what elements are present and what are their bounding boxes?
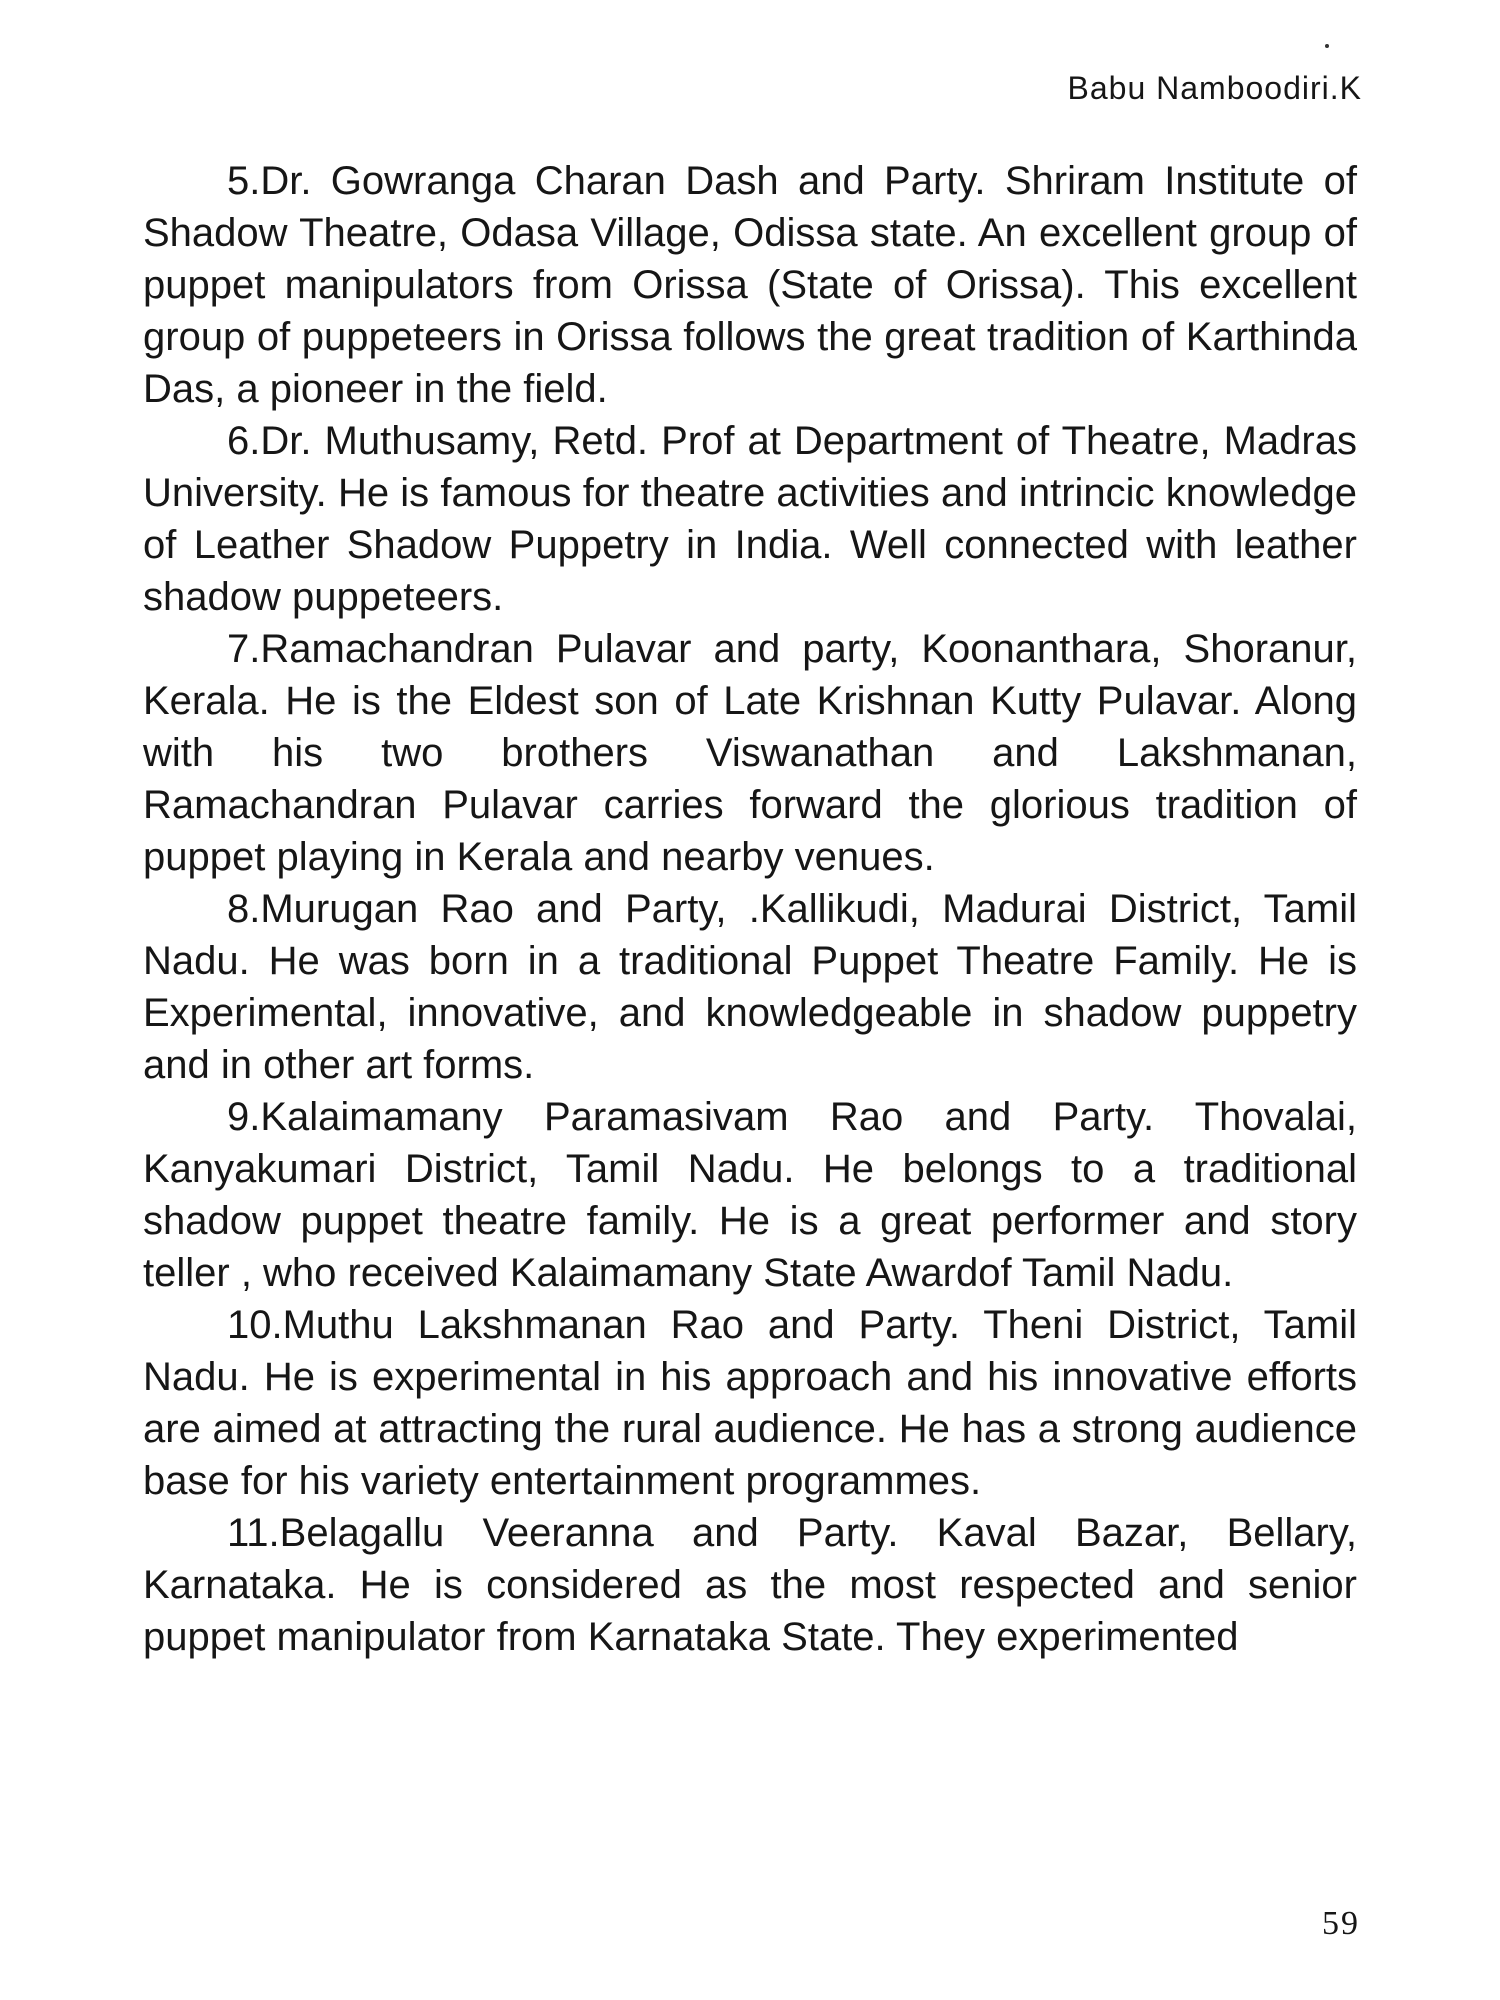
- page-number: 59: [1322, 1905, 1360, 1942]
- paragraph-item-9: 9.Kalaimamany Paramasivam Rao and Party. Thovalai, Kanyakumari District, Tamil Nadu. He belongs to a traditional shadow puppet theatre family. He is a great performer and story teller , who received Kalaimamany State Awardof Tamil Nadu.: [143, 1095, 1357, 1295]
- running-header-author: Babu Namboodiri.K: [1067, 70, 1362, 106]
- page-body: [143, 155, 1357, 1663]
- paragraph-item-10: 10.Muthu Lakshmanan Rao and Party. Theni District, Tamil Nadu. He is experimental in his approach and his innovative efforts are aimed at attracting the rural audience. He has a strong audience base for his variety entertainment programmes.: [143, 1303, 1357, 1503]
- header-dot-mark: [1325, 44, 1329, 48]
- paragraph-item-11: 11.Belagallu Veeranna and Party. Kaval Bazar, Bellary, Karnataka. He is considered as the most respected and senior puppet manipulator from Karnataka State. They experimented: [143, 1511, 1357, 1659]
- paragraph-item-5: 5.Dr. Gowranga Charan Dash and Party. Shriram Institute of Shadow Theatre, Odasa Village, Odissa state. An excellent group of puppet manipulators from Orissa (State of Orissa). This excellent group of puppeteers in Orissa follows the great tradition of Karthinda Das, a pioneer in the field.: [143, 159, 1357, 411]
- paragraph-item-6: 6.Dr. Muthusamy, Retd. Prof at Department of Theatre, Madras University. He is famous for theatre activities and intrincic knowledge of Leather Shadow Puppetry in India. Well connected with leather shadow puppeteers.: [143, 419, 1357, 619]
- paragraph-item-8: 8.Murugan Rao and Party, .Kallikudi, Madurai District, Tamil Nadu. He was born in a traditional Puppet Theatre Family. He is Experimental, innovative, and knowledgeable in shadow puppetry and in other art forms.: [143, 887, 1357, 1087]
- paragraph-item-7: 7.Ramachandran Pulavar and party, Koonanthara, Shoranur, Kerala. He is the Eldest son of Late Krishnan Kutty Pulavar. Along with his two brothers Viswanathan and Lakshmanan, Ramachandran Pulavar carries forward the glorious tradition of puppet playing in Kerala and nearby venues.: [143, 627, 1357, 879]
